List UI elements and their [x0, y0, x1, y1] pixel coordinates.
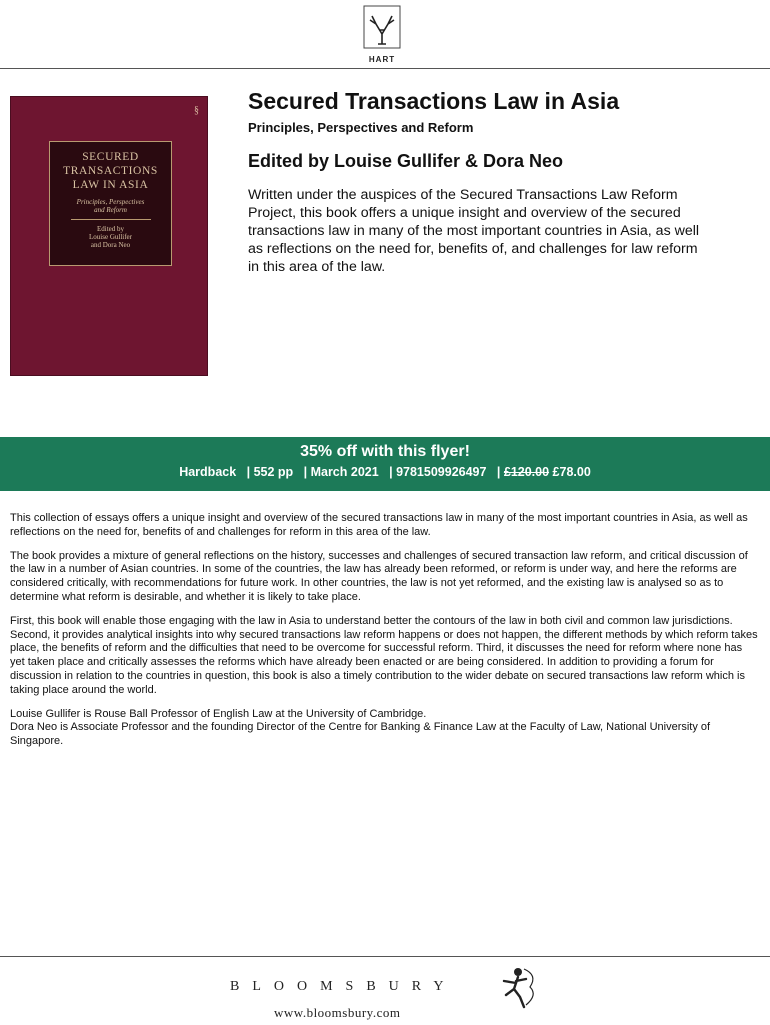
book-date: | March 2021 [303, 465, 379, 479]
cover-subtitle-line: and Reform [94, 206, 127, 214]
book-format: Hardback [179, 465, 237, 479]
hart-wordmark: HART [368, 55, 396, 64]
book-cover [10, 96, 208, 376]
cover-title-line: SECURED [82, 151, 139, 163]
bloomsbury-wordmark: BLOOMSBURY [230, 979, 457, 994]
cover-subtitle [50, 198, 171, 214]
description-paragraph: The book provides a mixture of general reflections on the history, successes and challenges of secured transaction law reform, and critical discussion of the law in a number of Asian countries. In some of the countries, the law has already been reformed, or reform is under way, and here the reforms are considered critically, with recommendations for future work. In other countries, the law is not yet reformed, and the existing law is analysed so as to determine what reform is desirable, and whether it is likely to take place. [10, 549, 748, 603]
description-paragraph: This collection of essays offers a unique insight and overview of the secured transactions law in many of the most important countries in Asia, as well as reflections on the need for, benefits of and challenges for reform in this area of the law. [10, 512, 748, 538]
book-details [0, 465, 770, 479]
cover-editor-line: and Dora Neo [90, 241, 131, 249]
book-editors: Edited by Louise Gullifer & Dora Neo [248, 151, 564, 171]
header-divider [0, 68, 770, 69]
bloomsbury-logo [230, 965, 540, 1025]
book-blurb: Written under the auspices of the Secured Transactions Law Reform Project, this book offers a unique insight and overview of the secured transactions law in many of the most important countries in Asia, as well as reflections on the need for, benefits of, and challenges for law reform in this area of the law. [248, 187, 700, 275]
cover-title-line: LAW IN ASIA [72, 179, 149, 191]
book-description [10, 512, 758, 759]
website-link[interactable]: www.bloomsbury.com [274, 1005, 401, 1020]
cover-editor-line: Louise Gullifer [89, 233, 132, 241]
price-separator: | [496, 465, 501, 479]
author-bio: Louise Gullifer is Rouse Ball Professor of English Law at the University of Cambridge. [10, 707, 427, 720]
author-bios [10, 708, 758, 749]
cover-subtitle-line: Principles, Perspectives [76, 198, 145, 206]
discount-banner [0, 437, 770, 491]
hart-logo [362, 4, 402, 64]
cover-title [50, 150, 171, 192]
book-pages: | 552 pp [246, 465, 294, 479]
cover-publisher-mark: § [194, 105, 199, 116]
cover-title-panel [49, 141, 172, 266]
hart-stag-icon [362, 4, 402, 50]
description-paragraph: First, this book will enable those engaging with the law in Asia to understand better the contours of the law in both civil and common law jurisdictions. Second, it provides analytical insights into why secured transactions law reform happens or does not happen, the different methods by which reform takes place, the benefits of reform and the difficulties that need to be overcome for successful reform. Third, it discusses the need for reform where none has yet taken place and critically assesses the reforms which have already been enacted or are being considered. In addition to providing a forum for discussion in relation to the countries in question, this book is also a timely contribution to the wider debate on secured transactions law reform which is taking place around the world. [10, 614, 758, 696]
bloomsbury-runner-icon [494, 965, 540, 1011]
book-subtitle: Principles, Perspectives and Reform [248, 120, 474, 135]
discount-headline: 35% off with this flyer! [300, 443, 470, 460]
footer-divider [0, 956, 770, 957]
cover-divider [71, 219, 151, 220]
author-bio: Dora Neo is Associate Professor and the founding Director of the Centre for Banking & Finance Law at the Faculty of Law, National University of Singapore. [10, 721, 711, 748]
cover-editors [50, 225, 171, 249]
book-isbn: | 9781509926497 [389, 465, 487, 479]
cover-title-line: TRANSACTIONS [63, 165, 158, 177]
book-title: Secured Transactions Law in Asia [248, 88, 620, 114]
original-price: £120.00 [503, 465, 550, 479]
discounted-price: £78.00 [552, 465, 591, 479]
cover-editor-line: Edited by [96, 225, 125, 233]
